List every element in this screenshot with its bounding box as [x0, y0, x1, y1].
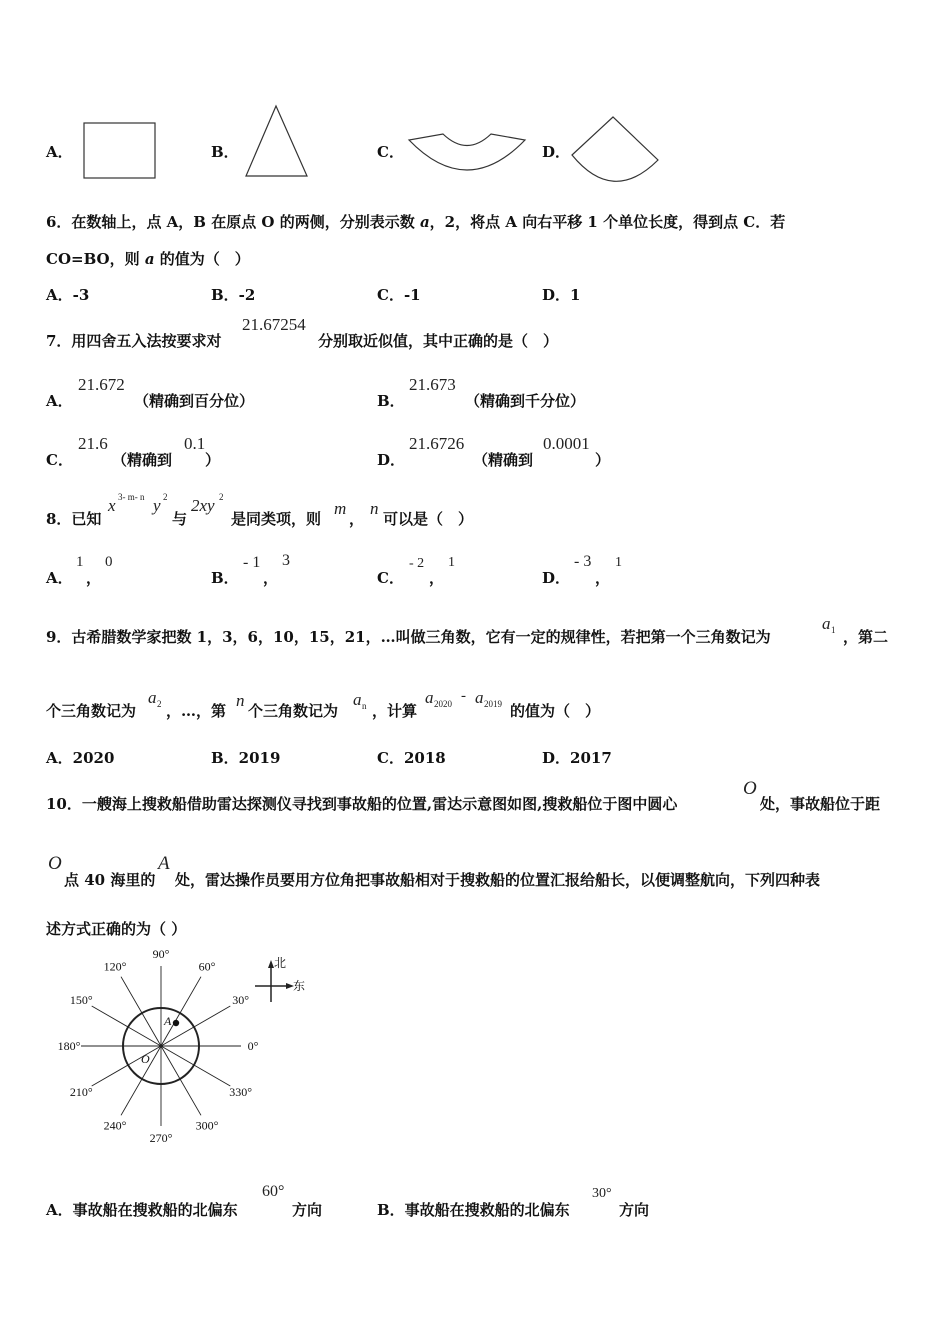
q8-option-d-comma: ， [595, 569, 611, 587]
q9-option-b: B．2019 [211, 749, 281, 767]
q7-option-a-value: 21.672 [78, 375, 125, 394]
q7-option-c-label: C． [46, 451, 73, 469]
radar-angle-label-240: 240° [103, 1118, 127, 1133]
point-a-marker [173, 1020, 179, 1026]
q8-option-b-comma: ， [263, 569, 279, 587]
q7-option-b-value: 21.673 [409, 375, 456, 394]
q7-stem-a: 7．用四舍五入法按要求对 [46, 332, 222, 350]
radar-angle-label-180: 180° [57, 1039, 81, 1053]
q5-option-c-label: C． [377, 143, 404, 161]
q9-line1: 9．古希腊数学家把数 1，3，6，10，15，21，…叫做三角数，它有一定的规律性，若把第一个三角数记为 [46, 628, 771, 646]
q6-stem-line1: 6．在数轴上，点 A，B 在原点 O 的两侧，分别表示数 a，2，将点 A 向右平移 1 个单位长度，得到点 C．若 [46, 213, 786, 231]
q9-a1-sub: 1 [831, 625, 836, 635]
q9-a2020-sub: 2020 [434, 699, 452, 709]
q7-option-a-label: A． [46, 392, 73, 410]
q5-option-c-annular-sector [405, 125, 530, 185]
q10-option-b-end: 方向 [619, 1201, 650, 1219]
q10-option-a-end: 方向 [292, 1201, 323, 1219]
q7-option-c-precision: 0.1 [184, 434, 206, 453]
q5-option-d-sector [565, 110, 665, 186]
radar-angle-label-150: 150° [69, 993, 93, 1007]
compass-north-label: 北 [274, 956, 287, 970]
q10-o2: O [48, 853, 62, 874]
q10-line3: 述方式正确的为（ ） [46, 920, 187, 938]
q9-minus: - [461, 688, 466, 704]
q8-exp3: 2 [219, 492, 224, 502]
q6-option-a: A．-3 [46, 286, 90, 304]
q5-option-b-triangle [240, 100, 315, 182]
radar-angle-label-30: 30° [232, 993, 250, 1007]
q7-option-b-label: B． [377, 392, 405, 410]
radar-ray-60 [161, 977, 201, 1046]
q7-option-c-note: （精确到 [112, 451, 173, 469]
var-a: a [144, 250, 155, 268]
radar-angle-label-60: 60° [198, 959, 216, 974]
radar-ray-330 [161, 1046, 230, 1086]
q8-option-c-label: C． [377, 569, 404, 587]
q7-option-d-precision: 0.0001 [543, 434, 590, 453]
q9-line2-a: 个三角数记为 [46, 702, 137, 720]
q5-option-a-label: A． [46, 143, 73, 161]
q10-option-a-angle: 60° [262, 1183, 285, 1200]
q10-line1-a: 10．一艘海上搜救船借助雷达探测仪寻找到事故船的位置,雷达示意图如图,搜救船位于图中圆心 [46, 795, 678, 813]
q10-option-a-label: A．事故船在搜救船的北偏东 [46, 1201, 238, 1219]
q7-stem-b: 分别取近似值，其中正确的是（ ） [318, 332, 559, 350]
radar-ray-300 [161, 1046, 201, 1115]
q7-number: 21.67254 [242, 315, 306, 334]
q10-line1-b: 处，事故船位于距 [760, 795, 881, 813]
q5-option-b-label: B． [211, 143, 239, 161]
q8-option-a-v2: 0 [105, 554, 113, 570]
q6-stem-line2: CO=BO，则 a 的值为（ ） [46, 250, 250, 268]
q8-option-b-label: B． [211, 569, 239, 587]
q9-line2-d: ，计算 [372, 702, 418, 720]
q10-option-b-label: B．事故船在搜救船的北偏东 [377, 1201, 570, 1219]
q9-an: a [353, 690, 362, 709]
q9-an-sub: n [362, 701, 367, 711]
q9-a1: a [822, 614, 831, 633]
radar-diagram [45, 950, 320, 1150]
radar-angle-label-330: 330° [229, 1085, 253, 1099]
q8-option-c-comma: ， [429, 569, 445, 587]
q6-option-b: B．-2 [211, 286, 256, 304]
q9-a2020: a [425, 688, 434, 707]
q8-option-c-v1: - 2 [409, 556, 425, 571]
q7-option-b-note: （精确到千分位） [465, 392, 586, 410]
q9-n: n [236, 691, 245, 710]
q10-option-b-angle: 30° [592, 1186, 612, 1201]
q8-option-b-v1: - 1 [243, 554, 261, 571]
radar-ray-210 [92, 1046, 161, 1086]
q7-option-a-note: （精确到百分位） [134, 392, 255, 410]
q8-stem-c: 可以是（ ） [383, 510, 474, 528]
q7-option-c-close: ） [205, 451, 221, 469]
q8-option-d-v1: - 3 [574, 553, 592, 570]
radar-angle-label-90: 90° [152, 950, 170, 961]
radar-ray-150 [92, 1006, 161, 1046]
q9-a2: a [148, 688, 157, 707]
radar-angle-label-0: 0° [247, 1039, 259, 1053]
q9-a2-sub: 2 [157, 699, 162, 709]
q8-option-a-comma: ， [86, 569, 102, 587]
q6-option-c: C．-1 [377, 286, 421, 304]
q8-option-a-v1: 1 [76, 554, 84, 570]
q10-line2-a: 点 40 海里的 [64, 871, 156, 889]
radar-angle-label-300: 300° [195, 1118, 219, 1133]
q9-a2019: a [475, 688, 484, 707]
q8-option-a-label: A． [46, 569, 73, 587]
point-a-label: A [164, 1014, 172, 1028]
q5-option-d-label: D． [542, 143, 571, 161]
compass-east-label: 东 [293, 979, 306, 993]
q8-n: n [370, 499, 379, 518]
q8-x: x [108, 496, 116, 515]
radar-ray-120 [121, 977, 161, 1046]
q8-m: m [334, 499, 347, 518]
q5-option-a-rectangle [80, 118, 160, 182]
q6-option-d: D．1 [542, 286, 581, 304]
q10-o1: O [743, 778, 757, 799]
q8-stem-a: 8．已知 [46, 510, 102, 528]
radar-angle-label-120: 120° [103, 959, 127, 974]
radar-ray-30 [161, 1006, 230, 1046]
q10-a: A [158, 853, 170, 874]
q8-stem-b: 是同类项，则 [231, 510, 322, 528]
q8-term2: 2xy [191, 496, 215, 515]
q8-option-d-v2: 1 [615, 555, 622, 570]
q9-option-a: A．2020 [46, 749, 115, 767]
q8-option-c-v2: 1 [448, 555, 455, 570]
q9-line2-c: 个三角数记为 [248, 702, 339, 720]
center-o-label: O [141, 1052, 150, 1066]
q8-exp1: 3- m- n [118, 492, 145, 502]
q7-option-d-label: D． [377, 451, 406, 469]
q7-option-c-value: 21.6 [78, 434, 108, 453]
q9-line2-e: 的值为（ ） [510, 702, 601, 720]
q9-a2019-sub: 2019 [484, 699, 502, 709]
q8-option-d-label: D． [542, 569, 571, 587]
q8-y: y [153, 496, 161, 515]
q8-exp2: 2 [163, 492, 168, 502]
q9-option-d: D．2017 [542, 749, 612, 767]
var-a: a [419, 213, 430, 231]
q9-line2-b: ，…，第 [166, 702, 227, 720]
q8-option-b-v2: 3 [282, 552, 290, 569]
q7-option-d-close: ） [595, 451, 611, 469]
q9-option-c: C．2018 [377, 749, 446, 767]
q8-comma: ， [349, 510, 365, 528]
radar-angle-label-210: 210° [69, 1085, 93, 1099]
q7-option-d-value: 21.6726 [409, 434, 465, 453]
radar-angle-label-270: 270° [149, 1131, 173, 1145]
q9-line1-end: ，第二 [843, 628, 889, 646]
q10-line2-b: 处，雷达操作员要用方位角把事故船相对于搜救船的位置汇报给船长，以便调整航向，下列四种表 [175, 871, 821, 889]
q8-with: 与 [172, 510, 188, 528]
q7-option-d-note: （精确到 [473, 451, 534, 469]
